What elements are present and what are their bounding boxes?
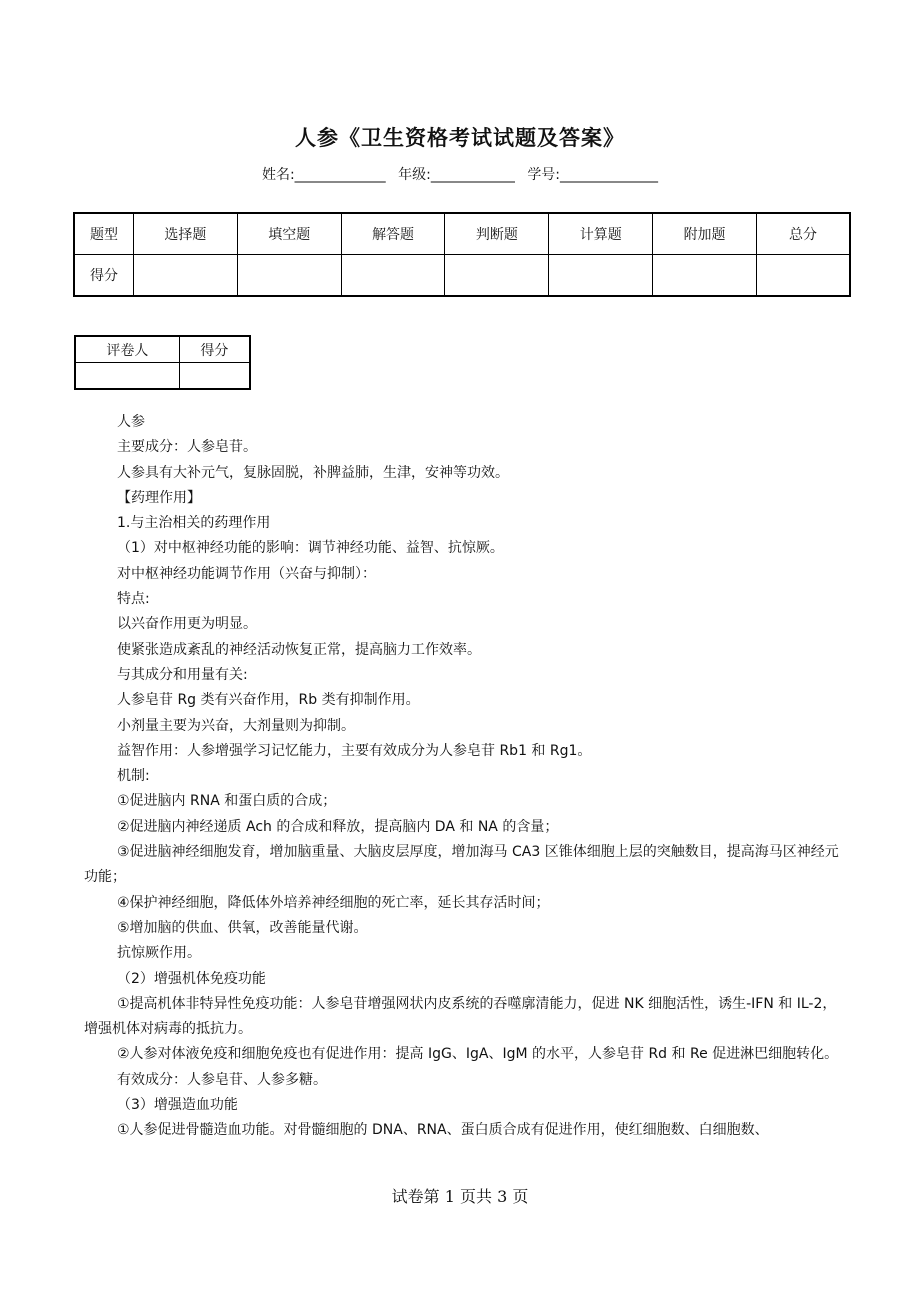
score-cell[interactable] [341, 255, 445, 297]
text-line: 人参具有大补元气，复脉固脱，补脾益肺，生津，安神等功效。 [117, 464, 509, 481]
text-line: ②人参对体液免疫和细胞免疫也有促进作用：提高 IgG、IgA、IgM 的水平，人参皂苷 Rd 和 Re 促进淋巴细胞转化。 [117, 1046, 839, 1063]
text-line: 使紧张造成紊乱的神经活动恢复正常，提高脑力工作效率。 [117, 641, 481, 658]
grade-field: 年级:____________ [398, 167, 515, 183]
score-cell[interactable] [549, 255, 653, 297]
header-cell: 判断题 [445, 213, 549, 255]
text-line: 小剂量主要为兴奋，大剂量则为抑制。 [117, 717, 355, 734]
score-cell[interactable] [653, 255, 757, 297]
text-line: 主要成分：人参皂苷。 [117, 439, 257, 456]
header-cell: 题型 [74, 213, 134, 255]
text-line: 人参 [117, 414, 145, 430]
text-line: 抗惊厥作用。 [117, 945, 201, 962]
text-line: 有效成分：人参皂苷、人参多糖。 [117, 1071, 327, 1088]
header-cell: 选择题 [134, 213, 238, 255]
text-line: ①人参促进骨髓造血功能。对骨髓细胞的 DNA、RNA、蛋白质合成有促进作用，使红细胞数、白细胞数、 [117, 1122, 769, 1139]
text-line: 益智作用：人参增强学习记忆能力，主要有效成分为人参皂苷 Rb1 和 Rg1。 [117, 742, 592, 759]
text-line: 以兴奋作用更为明显。 [117, 616, 257, 633]
grader-score-header: 得分 [179, 336, 250, 363]
text-line: ③促进脑神经细胞发育，增加脑重量、大脑皮层厚度，增加海马 CA3 区锥体细胞上层的突触数目，提高海马区神经元功能； [84, 844, 839, 886]
page-footer: 试卷第 1 页共 3 页 [391, 1187, 529, 1206]
header-cell: 附加题 [653, 213, 757, 255]
text-line: 1.与主治相关的药理作用 [117, 515, 271, 532]
header-cell: 计算题 [549, 213, 653, 255]
score-cell[interactable] [445, 255, 549, 297]
grader-header: 评卷人 [75, 336, 179, 363]
score-cell[interactable] [237, 255, 341, 297]
text-line: 机制: [117, 768, 150, 785]
document-body [84, 410, 844, 1144]
text-line: ②促进脑内神经递质 Ach 的合成和释放，提高脑内 DA 和 NA 的含量； [117, 818, 559, 835]
score-cell[interactable] [757, 255, 851, 297]
text-line: 特点: [117, 591, 150, 608]
grader-table [74, 335, 251, 390]
text-line: （1）对中枢神经功能的影响：调节神经功能、益智、抗惊厥。 [117, 540, 504, 557]
score-table-header-row [74, 213, 850, 255]
score-table-score-row [74, 255, 850, 297]
text-line: （3）增强造血功能 [117, 1097, 238, 1114]
header-cell: 填空题 [237, 213, 341, 255]
text-line: 对中枢神经功能调节作用（兴奋与抑制）： [117, 565, 376, 582]
name-field: 姓名:_____________ [261, 167, 386, 183]
text-line: ①促进脑内 RNA 和蛋白质的合成； [117, 793, 337, 810]
text-line: ①提高机体非特异性免疫功能：人参皂苷增强网状内皮系统的吞噬廓清能力，促进 NK 细胞活性，诱生-IFN 和 IL-2，增强机体对病毒的抵抗力。 [84, 995, 837, 1038]
header-cell: 总分 [757, 213, 851, 255]
text-line: 【药理作用】 [117, 489, 201, 506]
page-title: 人参《卫生资格考试试题及答案》 [295, 126, 625, 150]
grader-score-cell[interactable] [179, 363, 250, 390]
grader-cell[interactable] [75, 363, 179, 390]
text-line: ⑤增加脑的供血、供氧，改善能量代谢。 [117, 919, 368, 936]
student-info [0, 164, 920, 184]
score-cell[interactable] [134, 255, 238, 297]
text-line: 人参皂苷 Rg 类有兴奋作用，Rb 类有抑制作用。 [117, 692, 420, 709]
text-line: ④保护神经细胞，降低体外培养神经细胞的死亡率，延长其存活时间； [117, 894, 550, 911]
header-cell: 解答题 [341, 213, 445, 255]
student-no-field: 学号:______________ [527, 167, 659, 183]
text-line: （2）增强机体免疫功能 [117, 970, 266, 987]
score-table [73, 212, 851, 297]
row-label: 得分 [74, 255, 134, 297]
text-line: 与其成分和用量有关: [117, 666, 248, 683]
